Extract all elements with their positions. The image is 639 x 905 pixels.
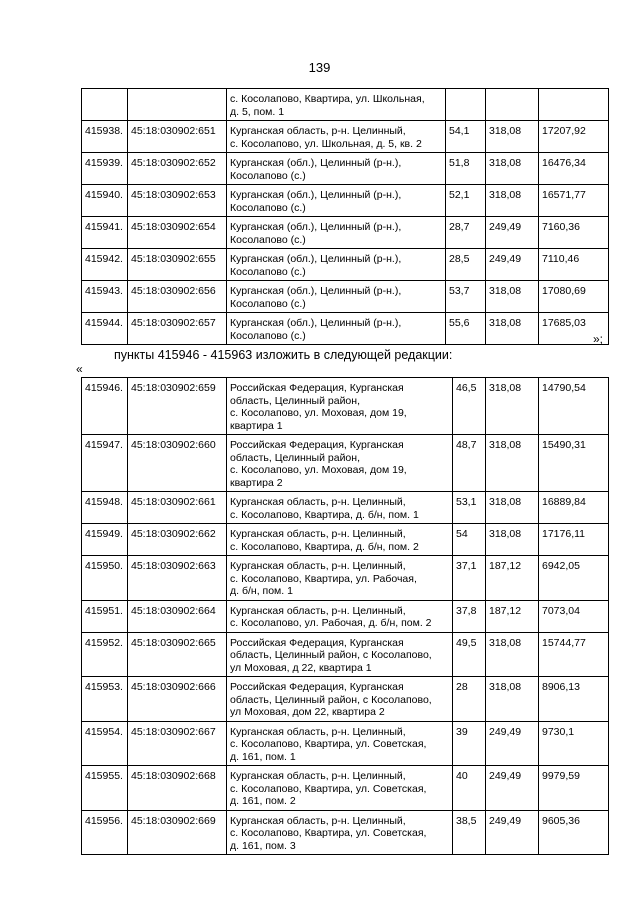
area-cell: 48,7 <box>453 435 486 492</box>
cadastral-number-cell: 45:18:030902:654 <box>128 217 227 249</box>
amount-cell: 17685,03 <box>539 313 609 345</box>
rate-cell: 318,08 <box>486 524 539 556</box>
cadastral-number-cell: 45:18:030902:651 <box>128 121 227 153</box>
address-cell: с. Косолапово, Квартира, ул. Школьная, д. 5, пом. 1 <box>227 89 446 121</box>
amount-cell: 15744,77 <box>539 632 609 677</box>
area-cell: 28 <box>453 677 486 722</box>
address-cell: Курганская (обл.), Целинный (р-н.), Косолапово (с.) <box>227 281 446 313</box>
amount-cell: 8906,13 <box>539 677 609 722</box>
table-row <box>82 153 609 185</box>
cadastral-number-cell: 45:18:030902:666 <box>128 677 227 722</box>
amount-cell: 14790,54 <box>539 378 609 435</box>
rate-cell: 249,49 <box>486 810 539 855</box>
amount-cell: 7073,04 <box>539 600 609 632</box>
table-row <box>82 435 609 492</box>
row-number-cell: 415950. <box>82 556 128 601</box>
table-row <box>82 281 609 313</box>
rate-cell: 249,49 <box>486 766 539 811</box>
row-number-cell: 415948. <box>82 492 128 524</box>
row-number-cell: 415942. <box>82 249 128 281</box>
closing-quote: »; <box>593 332 604 346</box>
row-number-cell: 415953. <box>82 677 128 722</box>
page-number: 139 <box>308 60 331 75</box>
table-row <box>82 632 609 677</box>
address-cell: Курганская область, р-н. Целинный, с. Косолапово, Квартира, ул. Советская, д. 161, пом. 3 <box>227 810 453 855</box>
area-cell: 55,6 <box>446 313 486 345</box>
address-cell: Курганская область, р-н. Целинный, с. Косолапово, Квартира, ул. Советская, д. 161, пом. 1 <box>227 721 453 766</box>
address-cell: Курганская область, р-н. Целинный, с. Косолапово, Квартира, д. б/н, пом. 2 <box>227 524 453 556</box>
rate-cell: 318,08 <box>486 632 539 677</box>
cadastral-number-cell: 45:18:030902:659 <box>128 378 227 435</box>
cadastral-number-cell: 45:18:030902:664 <box>128 600 227 632</box>
rate-cell <box>486 89 539 121</box>
cadastral-number-cell: 45:18:030902:660 <box>128 435 227 492</box>
row-number-cell: 415943. <box>82 281 128 313</box>
cadastral-number-cell: 45:18:030902:652 <box>128 153 227 185</box>
address-cell: Российская Федерация, Курганская область, Целинный район, с Косолапово, ул Моховая, дом 22, квартира 2 <box>227 677 453 722</box>
row-number-cell: 415939. <box>82 153 128 185</box>
amount-cell: 9979,59 <box>539 766 609 811</box>
cadastral-number-cell: 45:18:030902:663 <box>128 556 227 601</box>
row-number-cell: 415952. <box>82 632 128 677</box>
area-cell: 28,5 <box>446 249 486 281</box>
area-cell: 38,5 <box>453 810 486 855</box>
row-number-cell: 415941. <box>82 217 128 249</box>
amount-cell: 9605,36 <box>539 810 609 855</box>
cadastral-number-cell: 45:18:030902:667 <box>128 721 227 766</box>
table-row <box>82 89 609 121</box>
rate-cell: 318,08 <box>486 677 539 722</box>
property-table-top <box>81 88 609 345</box>
area-cell: 53,1 <box>453 492 486 524</box>
cadastral-number-cell: 45:18:030902:662 <box>128 524 227 556</box>
area-cell: 52,1 <box>446 185 486 217</box>
table-row <box>82 556 609 601</box>
address-cell: Российская Федерация, Курганская область, Целинный район, с. Косолапово, ул. Моховая, дом 19, квартира 1 <box>227 378 453 435</box>
rate-cell: 249,49 <box>486 249 539 281</box>
row-number-cell <box>82 89 128 121</box>
address-cell: Курганская (обл.), Целинный (р-н.), Косолапово (с.) <box>227 153 446 185</box>
cadastral-number-cell: 45:18:030902:657 <box>128 313 227 345</box>
rate-cell: 187,12 <box>486 600 539 632</box>
cadastral-number-cell: 45:18:030902:656 <box>128 281 227 313</box>
address-cell: Курганская область, р-н. Целинный, с. Косолапово, Квартира, ул. Рабочая, д. б/н, пом. 1 <box>227 556 453 601</box>
table-row <box>82 185 609 217</box>
rate-cell: 318,08 <box>486 435 539 492</box>
table-row <box>82 766 609 811</box>
rate-cell: 318,08 <box>486 492 539 524</box>
property-table-bottom <box>81 377 609 855</box>
opening-quote: « <box>76 362 83 376</box>
cadastral-number-cell: 45:18:030902:661 <box>128 492 227 524</box>
area-cell: 37,8 <box>453 600 486 632</box>
cadastral-number-cell: 45:18:030902:669 <box>128 810 227 855</box>
amount-cell: 17207,92 <box>539 121 609 153</box>
cadastral-number-cell: 45:18:030902:655 <box>128 249 227 281</box>
table-row <box>82 313 609 345</box>
row-number-cell: 415938. <box>82 121 128 153</box>
cadastral-number-cell: 45:18:030902:653 <box>128 185 227 217</box>
rate-cell: 249,49 <box>486 217 539 249</box>
amount-cell <box>539 89 609 121</box>
amount-cell: 16889,84 <box>539 492 609 524</box>
rate-cell: 318,08 <box>486 313 539 345</box>
area-cell: 46,5 <box>453 378 486 435</box>
amount-cell: 17080,69 <box>539 281 609 313</box>
address-cell: Курганская область, р-н. Целинный, с. Косолапово, Квартира, ул. Советская, д. 161, пом. 2 <box>227 766 453 811</box>
amount-cell: 17176,11 <box>539 524 609 556</box>
row-number-cell: 415940. <box>82 185 128 217</box>
amendment-paragraph: пункты 415946 - 415963 изложить в следующей редакции: <box>114 348 453 362</box>
rate-cell: 318,08 <box>486 153 539 185</box>
table-row <box>82 600 609 632</box>
row-number-cell: 415954. <box>82 721 128 766</box>
amount-cell: 16476,34 <box>539 153 609 185</box>
amount-cell: 6942,05 <box>539 556 609 601</box>
row-number-cell: 415956. <box>82 810 128 855</box>
address-cell: Российская Федерация, Курганская область, Целинный район, с. Косолапово, ул. Моховая, дом 19, квартира 2 <box>227 435 453 492</box>
table-row <box>82 810 609 855</box>
address-cell: Курганская область, р-н. Целинный, с. Косолапово, ул. Школьная, д. 5, кв. 2 <box>227 121 446 153</box>
area-cell: 40 <box>453 766 486 811</box>
table-row <box>82 721 609 766</box>
rate-cell: 187,12 <box>486 556 539 601</box>
area-cell: 37,1 <box>453 556 486 601</box>
rate-cell: 318,08 <box>486 185 539 217</box>
table-row <box>82 249 609 281</box>
area-cell: 53,7 <box>446 281 486 313</box>
area-cell <box>446 89 486 121</box>
address-cell: Курганская (обл.), Целинный (р-н.), Косолапово (с.) <box>227 313 446 345</box>
cadastral-number-cell <box>128 89 227 121</box>
table-row <box>82 121 609 153</box>
address-cell: Курганская область, р-н. Целинный, с. Косолапово, ул. Рабочая, д. б/н, пом. 2 <box>227 600 453 632</box>
row-number-cell: 415944. <box>82 313 128 345</box>
area-cell: 54 <box>453 524 486 556</box>
rate-cell: 318,08 <box>486 281 539 313</box>
table-row <box>82 492 609 524</box>
amount-cell: 7160,36 <box>539 217 609 249</box>
address-cell: Курганская (обл.), Целинный (р-н.), Косолапово (с.) <box>227 217 446 249</box>
table-row <box>82 217 609 249</box>
address-cell: Курганская область, р-н. Целинный, с. Косолапово, Квартира, д. б/н, пом. 1 <box>227 492 453 524</box>
amount-cell: 15490,31 <box>539 435 609 492</box>
area-cell: 39 <box>453 721 486 766</box>
address-cell: Российская Федерация, Курганская область, Целинный район, с Косолапово, ул Моховая, д 22, квартира 1 <box>227 632 453 677</box>
table-row <box>82 677 609 722</box>
rate-cell: 249,49 <box>486 721 539 766</box>
table-row <box>82 524 609 556</box>
address-cell: Курганская (обл.), Целинный (р-н.), Косолапово (с.) <box>227 249 446 281</box>
rate-cell: 318,08 <box>486 378 539 435</box>
table-row <box>82 378 609 435</box>
row-number-cell: 415951. <box>82 600 128 632</box>
area-cell: 54,1 <box>446 121 486 153</box>
area-cell: 28,7 <box>446 217 486 249</box>
cadastral-number-cell: 45:18:030902:668 <box>128 766 227 811</box>
amount-cell: 7110,46 <box>539 249 609 281</box>
cadastral-number-cell: 45:18:030902:665 <box>128 632 227 677</box>
amount-cell: 16571,77 <box>539 185 609 217</box>
row-number-cell: 415947. <box>82 435 128 492</box>
row-number-cell: 415949. <box>82 524 128 556</box>
area-cell: 49,5 <box>453 632 486 677</box>
address-cell: Курганская (обл.), Целинный (р-н.), Косолапово (с.) <box>227 185 446 217</box>
row-number-cell: 415946. <box>82 378 128 435</box>
row-number-cell: 415955. <box>82 766 128 811</box>
rate-cell: 318,08 <box>486 121 539 153</box>
amount-cell: 9730,1 <box>539 721 609 766</box>
area-cell: 51,8 <box>446 153 486 185</box>
